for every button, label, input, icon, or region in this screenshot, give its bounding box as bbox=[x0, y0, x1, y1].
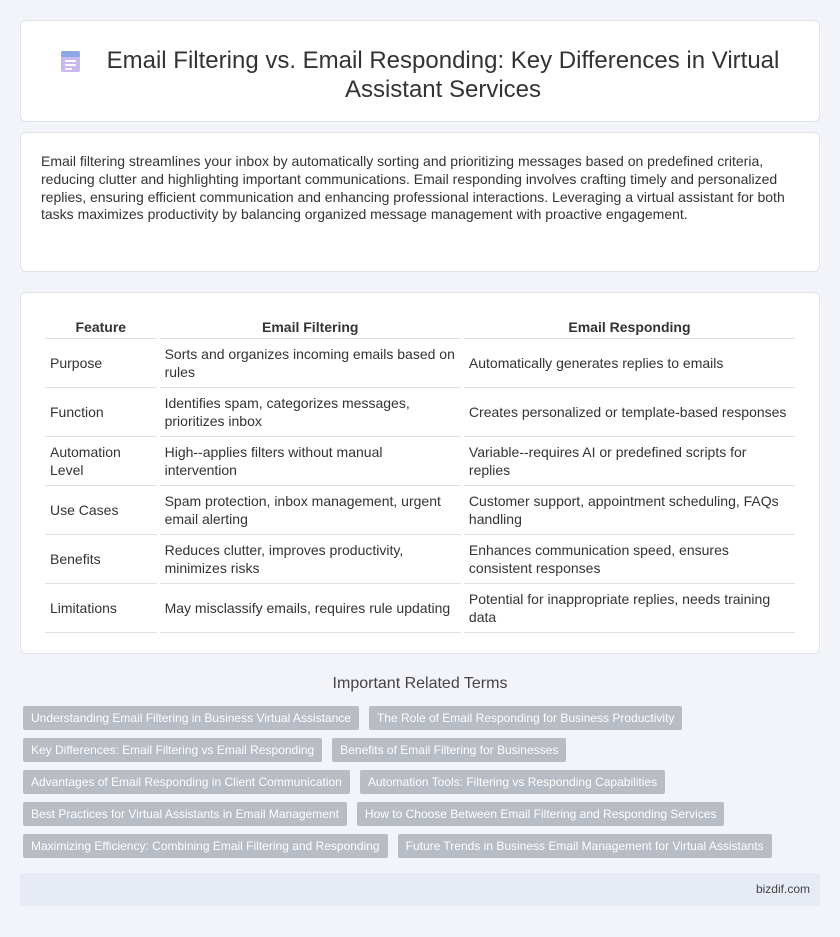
related-terms-title: Important Related Terms bbox=[332, 675, 508, 692]
row-filtering-cell: May misclassify emails, requires rule updating bbox=[160, 584, 461, 633]
row-responding-cell: Variable--requires AI or predefined scripts for replies bbox=[464, 437, 795, 486]
row-feature-cell: Automation Level bbox=[45, 437, 157, 486]
related-term-tag[interactable]: How to Choose Between Email Filtering and Responding Services bbox=[357, 802, 725, 826]
related-term-tag[interactable]: Future Trends in Business Email Management for Virtual Assistants bbox=[398, 834, 772, 858]
row-responding-cell: Enhances communication speed, ensures consistent responses bbox=[464, 535, 795, 584]
row-responding-cell: Creates personalized or template-based responses bbox=[464, 388, 795, 437]
header-email-filtering: Email Filtering bbox=[160, 313, 461, 339]
header-card bbox=[20, 20, 820, 122]
tag-row bbox=[23, 706, 823, 730]
tag-row bbox=[23, 770, 823, 794]
related-term-tag[interactable]: Advantages of Email Responding in Client Communication bbox=[23, 770, 350, 794]
header-feature: Feature bbox=[45, 313, 157, 339]
related-term-tag[interactable]: The Role of Email Responding for Business Productivity bbox=[369, 706, 682, 730]
table-header-row bbox=[45, 313, 795, 339]
tag-row bbox=[23, 834, 823, 858]
intro-paragraph: Email filtering streamlines your inbox by automatically sorting and prioritizing messages based on predefined criteria, reducing clutter and highlighting important communications. Email responding involves crafting timely and personalized replies, ensuring efficient communication and enhancing professional interactions. Leveraging a virtual assistant for both tasks maximizes productivity by balancing organized message management with proactive engagement. bbox=[41, 153, 785, 223]
row-feature-cell: Use Cases bbox=[45, 486, 157, 535]
tag-row bbox=[23, 738, 823, 762]
related-term-tag[interactable]: Benefits of Email Filtering for Businesses bbox=[332, 738, 566, 762]
table-row bbox=[45, 388, 795, 437]
row-feature-cell: Benefits bbox=[45, 535, 157, 584]
header-email-responding: Email Responding bbox=[464, 313, 795, 339]
table-row bbox=[45, 437, 795, 486]
table-row bbox=[45, 339, 795, 388]
related-term-tag[interactable]: Automation Tools: Filtering vs Responding Capabilities bbox=[360, 770, 665, 794]
row-feature-cell: Purpose bbox=[45, 339, 157, 388]
row-responding-cell: Potential for inappropriate replies, needs training data bbox=[464, 584, 795, 633]
intro-card bbox=[20, 132, 820, 272]
related-term-tag[interactable]: Best Practices for Virtual Assistants in Email Management bbox=[23, 802, 347, 826]
row-filtering-cell: Spam protection, inbox management, urgent email alerting bbox=[160, 486, 461, 535]
row-responding-cell: Customer support, appointment scheduling, FAQs handling bbox=[464, 486, 795, 535]
table-row bbox=[45, 486, 795, 535]
row-filtering-cell: Reduces clutter, improves productivity, minimizes risks bbox=[160, 535, 461, 584]
row-responding-cell: Automatically generates replies to emails bbox=[464, 339, 795, 388]
row-filtering-cell: High--applies filters without manual intervention bbox=[160, 437, 461, 486]
related-term-tag[interactable]: Key Differences: Email Filtering vs Email Responding bbox=[23, 738, 322, 762]
row-feature-cell: Function bbox=[45, 388, 157, 437]
comparison-table bbox=[42, 313, 798, 633]
related-term-tag[interactable]: Maximizing Efficiency: Combining Email Filtering and Responding bbox=[23, 834, 388, 858]
page-title: Email Filtering vs. Email Responding: Key Differences in Virtual Assistant Services bbox=[106, 47, 780, 103]
table-row bbox=[45, 584, 795, 633]
tag-row bbox=[23, 802, 823, 826]
document-icon bbox=[57, 48, 83, 74]
related-term-tag[interactable]: Understanding Email Filtering in Business Virtual Assistance bbox=[23, 706, 359, 730]
comparison-table-card bbox=[20, 292, 820, 654]
row-filtering-cell: Sorts and organizes incoming emails based on rules bbox=[160, 339, 461, 388]
table-row bbox=[45, 535, 795, 584]
row-feature-cell: Limitations bbox=[45, 584, 157, 633]
footer-site-name: bizdif.com bbox=[755, 882, 810, 896]
related-terms-tags bbox=[23, 706, 823, 866]
footer bbox=[20, 873, 820, 906]
row-filtering-cell: Identifies spam, categorizes messages, prioritizes inbox bbox=[160, 388, 461, 437]
